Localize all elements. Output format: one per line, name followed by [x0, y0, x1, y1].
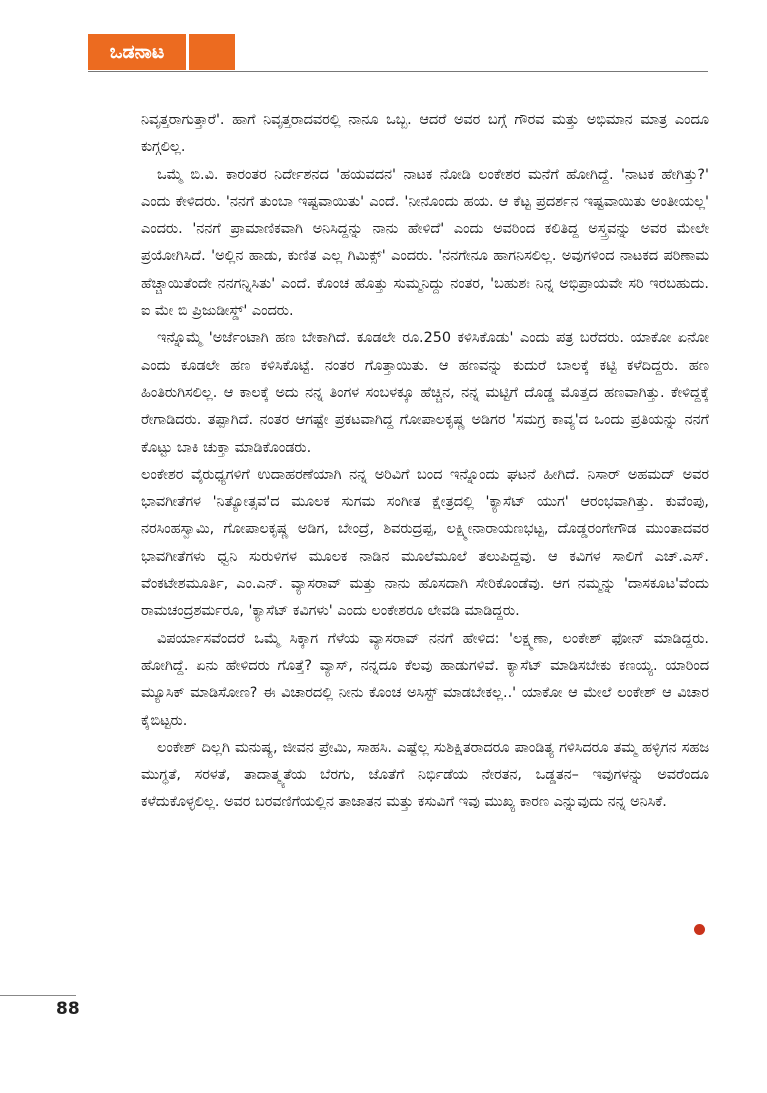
section-label-text: ಒಡನಾಟ — [109, 41, 165, 63]
paragraph-hayavadana: ಒಮ್ಮೆ ಬಿ.ವಿ. ಕಾರಂತರ ನಿರ್ದೇಶನದ 'ಹಯವದನ' ನಾಟಕ ನೋಡಿ ಲಂಕೇಶರ ಮನೆಗೆ ಹೋಗಿದ್ದೆ. 'ನಾಟಕ ಹೇಗಿತ್ತು?' ಎಂದು ಕೇಳಿದರು. 'ನನಗೆ ತುಂಬಾ ಇಷ್ಟವಾಯಿತು' ಎಂದೆ. 'ನೀನೊಂದು ಹಯ. ಆ ಕೆಟ್ಟ ಪ್ರದರ್ಶನ ಇಷ್ಟವಾಯಿತು ಅಂತೀಯಲ್ಲ' ಎಂದರು. 'ನನಗೆ ಪ್ರಾಮಾಣಿಕವಾಗಿ ಅನಿಸಿದ್ದನ್ನು ನಾನು ಹೇಳಿದೆ' ಎಂದು ಅವರಿಂದ ಕಲಿತಿದ್ದ ಅಸ್ತ್ರವನ್ನು ಅವರ ಮೇಲೇ ಪ್ರಯೋಗಿಸಿದೆ. 'ಅಲ್ಲಿನ ಹಾಡು, ಕುಣಿತ ಎಲ್ಲ ಗಿಮಿಕ್ಸ್' ಎಂದರು. 'ನನಗೇನೂ ಹಾಗನಿಸಲಿಲ್ಲ. ಅವುಗಳಿಂದ ನಾಟಕದ ಪರಿಣಾಮ ಹೆಚ್ಚಾಯಿತೆಂದೇ ನನಗನ್ನಿಸಿತು' ಎಂದೆ. ಕೊಂಚ ಹೊತ್ತು ಸುಮ್ಮನಿದ್ದು ನಂತರ, 'ಬಹುಶಃ ನಿನ್ನ ಅಭಿಪ್ರಾಯವೇ ಸರಿ ಇರಬಹುದು. ಐ ಮೇ ಬಿ ಪ್ರಿಜುಡೀಸ್ಡ್' ಎಂದರು. — [141, 166, 709, 320]
header-rule — [88, 71, 708, 72]
paragraph-continuation: ನಿವೃತ್ತರಾಗುತ್ತಾರೆ'. ಹಾಗೆ ನಿವೃತ್ತರಾದವರಲ್ಲಿ ನಾನೂ ಒಬ್ಬ. ಆದರೆ ಅವರ ಬಗ್ಗೆ ಗೌರವ ಮತ್ತು ಅಭಿಮಾನ ಮಾತ್ರ ಎಂದೂ ಕುಗ್ಗಲಿಲ್ಲ. — [141, 112, 709, 156]
page-number: 88 — [56, 999, 80, 1019]
paragraph-irony: ವಿಪರ್ಯಾಸವೆಂದರೆ ಒಮ್ಮೆ ಸಿಕ್ಕಾಗ ಗೆಳೆಯ ವ್ಯಾಸರಾವ್ ನನಗೆ ಹೇಳಿದ: 'ಲಕ್ಷ್ಮಣಾ, ಲಂಕೇಶ್ ಫೋನ್ ಮಾಡಿದ್ದರು. ಹೋಗಿದ್ದೆ. ಏನು ಹೇಳಿದರು ಗೊತ್ತೆ? ವ್ಯಾಸ್, ನನ್ನದೂ ಕೆಲವು ಹಾಡುಗಳಿವೆ. ಕ್ಯಾಸೆಟ್ ಮಾಡಿಸಬೇಕು ಕಣಯ್ಯ. ಯಾರಿಂದ ಮ್ಯೂಸಿಕ್ ಮಾಡಿಸೋಣ? ಈ ವಿಚಾರದಲ್ಲಿ ನೀನು ಕೊಂಚ ಅಸಿಸ್ಟ್ ಮಾಡಬೇಕಲ್ಲ..' ಯಾಕೋ ಆ ಮೇಲೆ ಲಂಕೇಶ್ ಆ ವಿಚಾರ ಕೈಬಿಟ್ಟರು. — [141, 630, 709, 729]
header-accent-block — [189, 34, 235, 70]
section-label — [88, 34, 186, 70]
footer-rule — [0, 995, 76, 996]
paragraph-conclusion: ಲಂಕೇಶ್ ದಿಲ್ಲಗಿ ಮನುಷ್ಯ, ಜೀವನ ಪ್ರೇಮಿ, ಸಾಹಸಿ. ಎಷ್ಟೆಲ್ಲ ಸುಶಿಕ್ಷಿತರಾದರೂ ಪಾಂಡಿತ್ಯ ಗಳಿಸಿದರೂ ತಮ್ಮ ಹಳ್ಳಿಗನ ಸಹಜ ಮುಗ್ಧತೆ, ಸರಳತೆ, ತಾದಾತ್ಮ್ಯತೆಯ ಬೆರಗು, ಜೊತೆಗೆ ನಿರ್ಭಿಡೆಯ ನೇರತನ, ಒಡ್ಡತನ– ಇವುಗಳನ್ನು ಅವರೆಂದೂ ಕಳೆದುಕೊಳ್ಳಲಿಲ್ಲ. ಅವರ ಬರವಣಿಗೆಯಲ್ಲಿನ ತಾಜಾತನ ಮತ್ತು ಕಸುವಿಗೆ ಇವು ಮುಖ್ಯ ಕಾರಣ ಎನ್ನುವುದು ನನ್ನ ಅನಿಸಿಕೆ. — [141, 739, 709, 811]
article-body — [141, 107, 709, 817]
paragraph-money: ಇನ್ನೊಮ್ಮೆ 'ಅರ್ಜೆಂಟಾಗಿ ಹಣ ಬೇಕಾಗಿದೆ. ಕೂಡಲೇ ರೂ.250 ಕಳಿಸಿಕೊಡು' ಎಂದು ಪತ್ರ ಬರೆದರು. ಯಾಕೋ ಏನೋ ಎಂದು ಕೂಡಲೇ ಹಣ ಕಳಿಸಿಕೊಟ್ಟೆ. ನಂತರ ಗೊತ್ತಾಯಿತು. ಆ ಹಣವನ್ನು ಕುದುರೆ ಬಾಲಕ್ಕೆ ಕಟ್ಟಿ ಕಳೆದಿದ್ದರು. ಹಣ ಹಿಂತಿರುಗಿಸಲಿಲ್ಲ. ಆ ಕಾಲಕ್ಕೆ ಅದು ನನ್ನ ತಿಂಗಳ ಸಂಬಳಕ್ಕೂ ಹೆಚ್ಚಿನ, ನನ್ನ ಮಟ್ಟಿಗೆ ದೊಡ್ಡ ಮೊತ್ತದ ಹಣವಾಗಿತ್ತು. ಕೇಳಿದ್ದಕ್ಕೆ ರೇಗಾಡಿದರು. ತಪ್ಪಾಗಿದೆ. ನಂತರ ಆಗಷ್ಟೇ ಪ್ರಕಟವಾಗಿದ್ದ ಗೋಪಾಲಕೃಷ್ಣ ಅಡಿಗರ 'ಸಮಗ್ರ ಕಾವ್ಯ'ದ ಒಂದು ಪ್ರತಿಯನ್ನು ನನಗೆ ಕೊಟ್ಟು ಬಾಕಿ ಚುಕ್ತಾ ಮಾಡಿಕೊಂಡರು. — [141, 330, 709, 456]
end-of-article-dot — [694, 924, 705, 935]
paragraph-cassette: ಲಂಕೇಶರ ವೈರುಧ್ಯಗಳಿಗೆ ಉದಾಹರಣೆಯಾಗಿ ನನ್ನ ಅರಿವಿಗೆ ಬಂದ ಇನ್ನೊಂದು ಘಟನೆ ಹೀಗಿದೆ. ನಿಸಾರ್ ಅಹಮದ್ ಅವರ ಭಾವಗೀತೆಗಳ 'ನಿತ್ಯೋತ್ಸವ'ದ ಮೂಲಕ ಸುಗಮ ಸಂಗೀತ ಕ್ಷೇತ್ರದಲ್ಲಿ 'ಕ್ಯಾಸೆಟ್ ಯುಗ' ಆರಂಭವಾಗಿತ್ತು. ಕುವೆಂಪು, ನರಸಿಂಹಸ್ವಾಮಿ, ಗೋಪಾಲಕೃಷ್ಣ ಅಡಿಗ, ಬೇಂದ್ರೆ, ಶಿವರುದ್ರಪ್ಪ, ಲಕ್ಷ್ಮೀನಾರಾಯಣಭಟ್ಟ, ದೊಡ್ಡರಂಗೇಗೌಡ ಮುಂತಾದವರ ಭಾವಗೀತೆಗಳು ಧ್ವನಿ ಸುರುಳಿಗಳ ಮೂಲಕ ನಾಡಿನ ಮೂಲೆಮೂಲೆ ತಲುಪಿದ್ದವು. ಆ ಕವಿಗಳ ಸಾಲಿಗೆ ಎಚ್.ಎಸ್. ವೆಂಕಟೇಶಮೂರ್ತಿ, ಎಂ.ಎನ್. ವ್ಯಾಸರಾವ್ ಮತ್ತು ನಾನು ಹೊಸದಾಗಿ ಸೇರಿಕೊಂಡೆವು. ಆಗ ನಮ್ಮನ್ನು 'ದಾಸಕೂಟ'ವೆಂದು ರಾಮಚಂದ್ರಶರ್ಮರೂ, 'ಕ್ಯಾಸೆಟ್ ಕವಿಗಳು' ಎಂದು ಲಂಕೇಶರೂ ಲೇವಡಿ ಮಾಡಿದ್ದರು. — [141, 466, 709, 620]
